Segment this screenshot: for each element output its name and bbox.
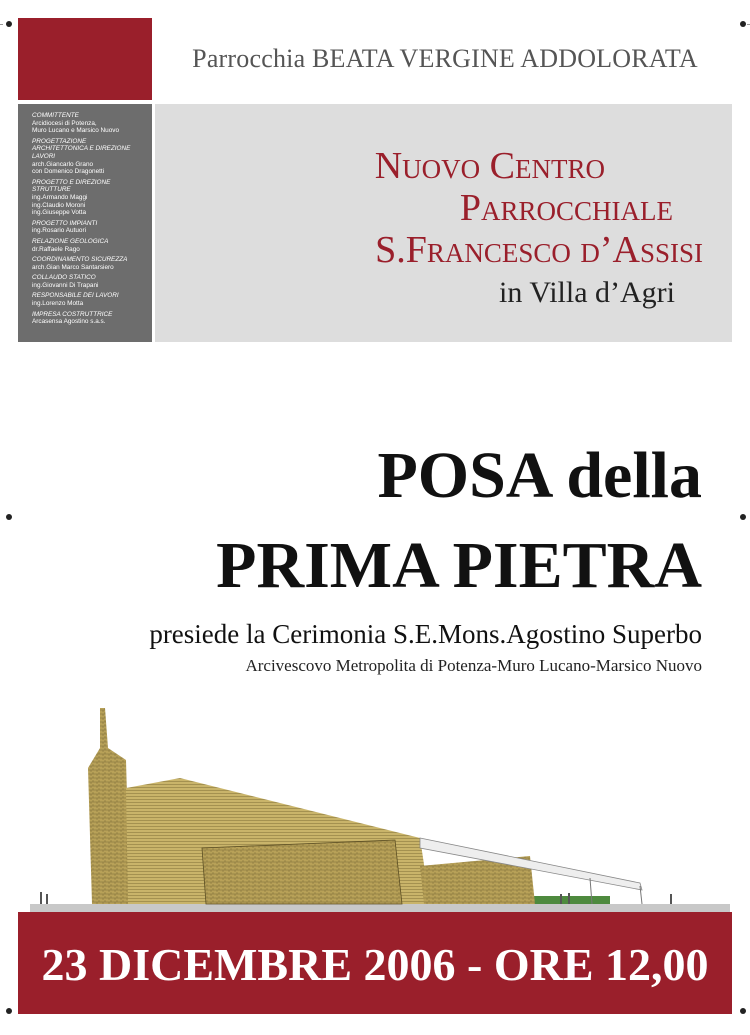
crop-mark-bottom-left [6,1008,12,1014]
credit-geologica [32,238,146,253]
credit-role: RELAZIONE GEOLOGICA [32,237,109,245]
credit-name: arch.Gian Marco Santarsiero [32,263,114,271]
credit-committente [32,112,146,135]
credit-role: RESPONSABILE DEI LAVORI [32,292,119,300]
crop-mark-mid-left [6,514,12,520]
credit-name: ing.Giovanni Di Trapani [32,281,99,289]
crop-mark-top-left [6,21,12,27]
title-panel [155,104,732,342]
credit-name: Muro Lucano e Marsico Nuovo [32,127,120,135]
headline-line-1: POSA della [377,439,702,512]
credit-name: dr.Raffaele Rago [32,245,80,253]
crop-mark-mid-right [740,514,746,520]
ceremony-presider: presiede la Cerimonia S.E.Mons.Agostino Superbo [149,619,702,649]
crop-line-left [0,24,3,25]
credit-name: con Domenico Dragonetti [32,168,105,176]
parish-name: Parrocchia BEATA VERGINE ADDOLORATA [192,44,698,73]
credit-name: arch.Giancarlo Grano [32,160,94,168]
crop-mark-top-right [740,21,746,27]
credit-impresa [32,311,146,326]
title-line-2: Parrocchiale [459,187,673,229]
crop-mark-bottom-right [740,1008,746,1014]
credit-name: Arcasensa Agostino s.a.s. [32,318,106,326]
credit-name: ing.Rosario Autuori [32,227,86,235]
credit-collaudo [32,274,146,289]
title-line-1: Nuovo Centro [374,145,605,187]
credit-progettazione [32,138,146,176]
bell-tower [88,708,130,904]
credit-name: Arcidiocesi di Potenza, [32,119,97,127]
credit-responsabile [32,292,146,307]
event-date: 23 DICEMBRE 2006 - ORE 12,00 [41,939,709,990]
credit-role: PROGETTO E DIREZIONE STRUTTURE [32,178,111,194]
headline-line-2: PRIMA PIETRA [216,529,702,602]
credits-panel [18,104,152,342]
title-location: in Villa d’Agri [499,276,675,309]
archbishop-title: Arcivescovo Metropolita di Potenza-Muro Lucano-Marsico Nuovo [245,656,702,675]
credit-sicurezza [32,256,146,271]
credit-strutture [32,179,146,217]
credit-impianti [32,220,146,235]
date-banner [18,912,732,1014]
header-red-block [18,18,152,100]
credit-role: COMMITTENTE [32,112,79,119]
credit-role: COORDINAMENTO SICUREZZA [32,256,128,264]
credit-name: ing.Giuseppe Votta [32,209,87,217]
credit-name: ing.Armando Maggi [32,193,88,201]
credit-role: IMPRESA COSTRUTTRICE [32,310,113,318]
credit-role: PROGETTAZIONE ARCHITETTONICA E DIREZIONE LAVORI [32,137,131,160]
credit-name: ing.Lorenzo Motta [32,300,84,308]
credit-role: PROGETTO IMPIANTI [32,219,98,227]
credit-role: COLLAUDO STATICO [32,274,96,282]
front-volume [202,840,402,904]
church-rendering [30,708,730,918]
credit-name: ing.Claudio Moroni [32,201,86,209]
title-line-3: S.Francesco d’Assisi [375,229,703,271]
